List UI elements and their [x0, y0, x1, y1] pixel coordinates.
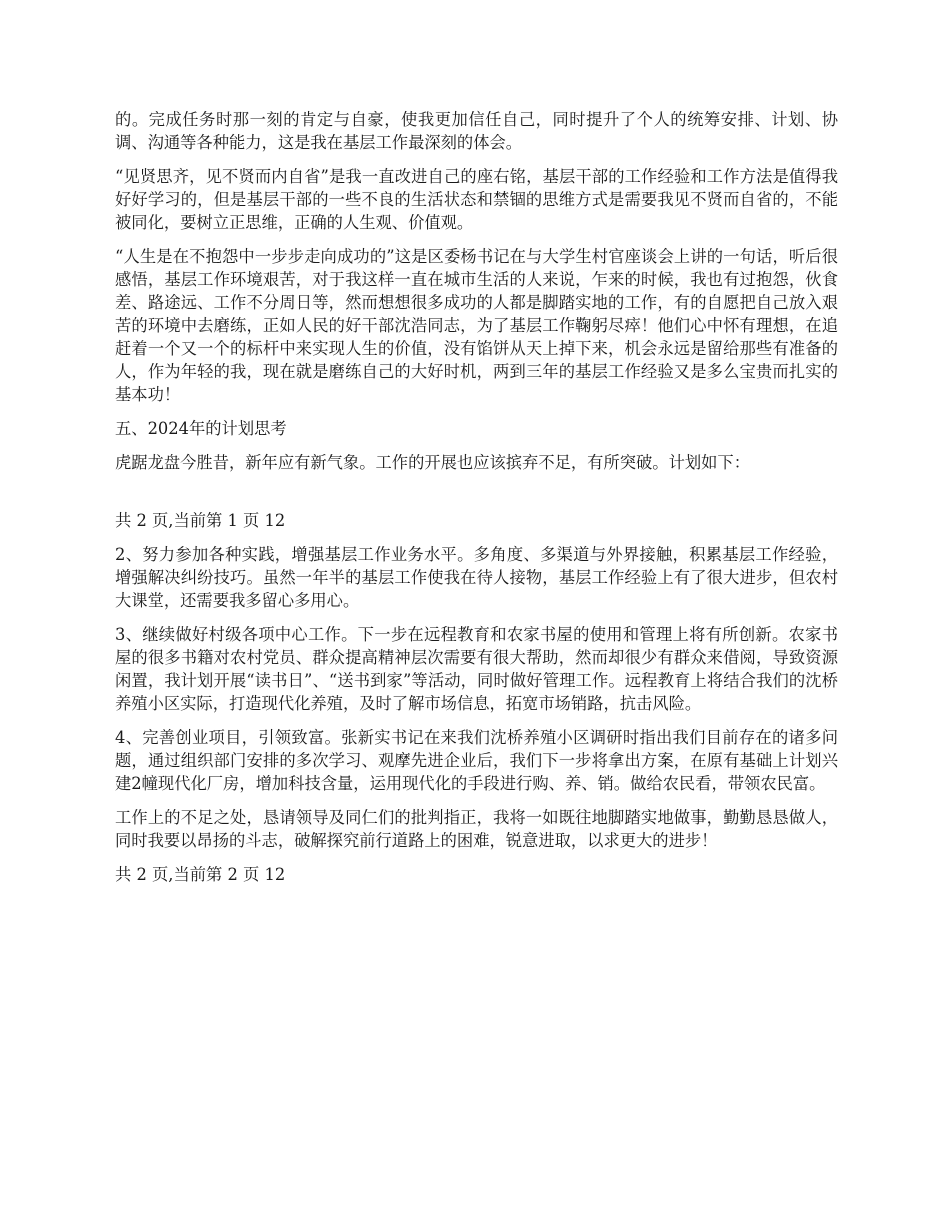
paragraph: 的。完成任务时那一刻的肯定与自豪，使我更加信任自己，同时提升了个人的统筹安排、计划、协调、沟通等各种能力，这是我在基层工作最深刻的体会。 [115, 110, 838, 152]
paragraph: 4、完善创业项目，引领致富。张新实书记在来我们沈桥养殖小区调研时指出我们目前存在的诸多问题，通过组织部门安排的多次学习、观摩先进企业后，我们下一步将拿出方案，在原有基础上计划兴建2幢现代化厂房，增加科技含量，运用现代化的手段进行购、养、销。做给农民看，带领农民富。 [115, 728, 838, 793]
paragraph: 虎踞龙盘今胜昔，新年应有新气象。工作的开展也应该摈弃不足，有所突破。计划如下： [115, 453, 750, 472]
document-body [115, 108, 838, 897]
paragraph: “见贤思齐，见不贤而内自省”是我一直改进自己的座右铭，基层干部的工作经验和工作方法是值得我好好学习的，但是基层干部的一些不良的生活状态和禁锢的思维方式是需要我见不贤而自省的，不能被同化，要树立正思维，正确的人生观、价值观。 [115, 167, 838, 232]
paragraph: “人生是在不抱怨中一步步走向成功的”这是区委杨书记在与大学生村官座谈会上讲的一句话，听后很感悟，基层工作环境艰苦，对于我这样一直在城市生活的人来说，乍来的时候，我也有过抱怨，伙食差、路途远、工作不分周日等，然而想想很多成功的人都是脚踏实地的工作，有的自愿把自己放入艰苦的环境中去磨练，正如人民的好干部沈浩同志，为了基层工作鞠躬尽瘁！他们心中怀有理想，在追赶着一个又一个的标杆中来实现人生的价值，没有馅饼从天上掉下来，机会永远是留给那些有准备的人，作为年轻的我，现在就是磨练自己的大好时机，两到三年的基层工作经验又是多么宝贵而扎实的基本功！ [115, 247, 838, 404]
page-footer: 共 2 页,当前第 2 页 12 [115, 865, 286, 884]
paragraph: 2、努力参加各种实践，增强基层工作业务水平。多角度、多渠道与外界接触，积累基层工作经验，增强解决纠纷技巧。虽然一年半的基层工作使我在待人接物，基层工作经验上有了很大进步，但农村大课堂，还需要我多留心多用心。 [115, 545, 838, 610]
section-heading: 五、2024年的计划思考 [115, 419, 287, 438]
paragraph: 工作上的不足之处，恳请领导及同仁们的批判指正，我将一如既往地脚踏实地做事，勤勤恳恳做人，同时我要以昂扬的斗志，破解探究前行道路上的困难，锐意进取，以求更大的进步！ [115, 808, 838, 850]
paragraph: 3、继续做好村级各项中心工作。下一步在远程教育和农家书屋的使用和管理上将有所创新。农家书屋的很多书籍对农村党员、群众提高精神层次需要有很大帮助，然而却很少有群众来借阅，导致资源闲置，我计划开展“读书日”、“送书到家”等活动，同时做好管理工作。远程教育上将结合我们的沈桥养殖小区实际，打造现代化养殖，及时了解市场信息，拓宽市场销路，抗击风险。 [115, 625, 838, 713]
page-footer: 共 2 页,当前第 1 页 12 [115, 511, 286, 530]
